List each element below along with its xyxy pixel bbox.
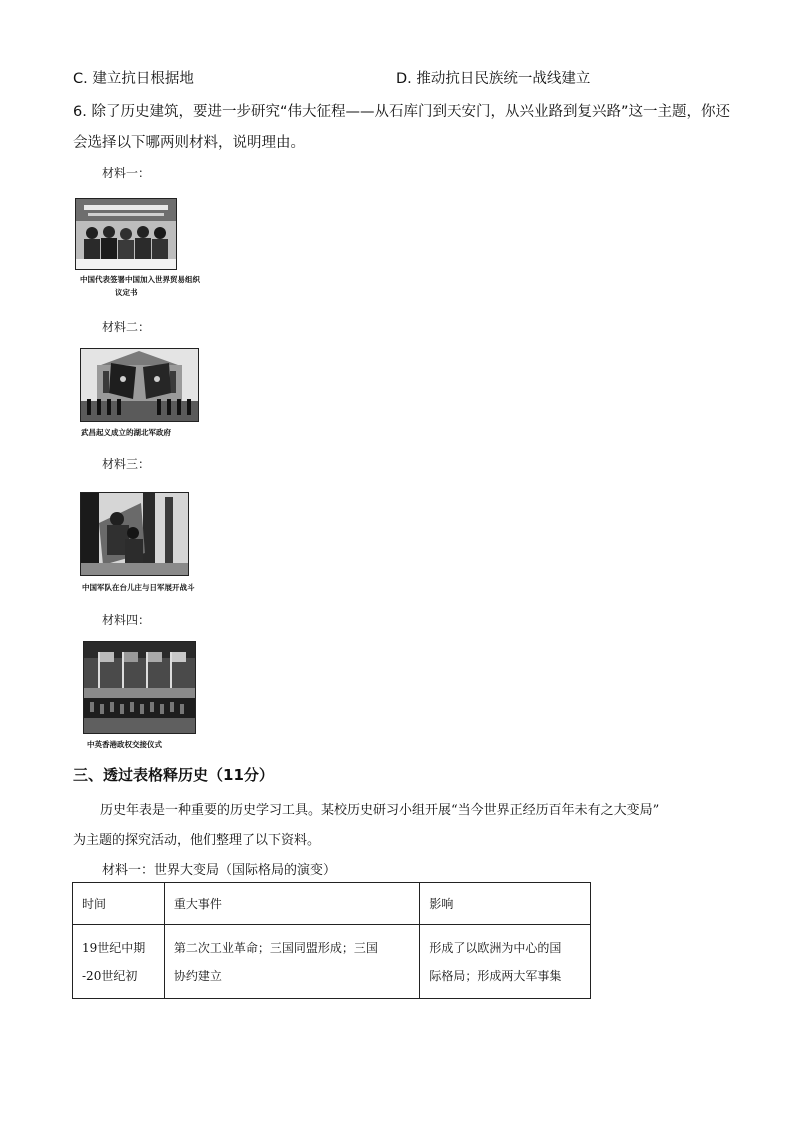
material-3-photo	[80, 492, 189, 576]
question-6-line-2: 会选择以下哪两则材料，说明理由。	[73, 135, 305, 151]
material-2-caption: 武昌起义成立的湖北军政府	[81, 428, 171, 437]
table-cell-event-line-1: 第二次工业革命；三国同盟形成；三国	[173, 940, 378, 955]
material-1-caption-line-2: 议定书	[115, 288, 138, 297]
section-3-title: 三、透过表格释历史（11分）	[73, 766, 274, 784]
material-2-photo	[80, 348, 199, 422]
material-1-label: 材料一：	[102, 166, 151, 180]
section-3-material-label: 材料一：世界大变局（国际格局的演变）	[102, 863, 337, 878]
table-cell-time-line-1: 19世纪中期	[82, 940, 146, 955]
table-cell-time-line-2: -20世纪初	[82, 968, 138, 983]
table-cell-event	[164, 925, 419, 999]
material-3-label: 材料三：	[102, 457, 151, 471]
material-3-caption: 中国军队在台儿庄与日军展开战斗	[82, 583, 195, 592]
table-cell-impact	[420, 925, 591, 999]
taierzhuang-battle-photo-icon	[81, 493, 188, 575]
section-3-intro-line-2: 为主题的探究活动，他们整理了以下资料。	[73, 833, 321, 848]
table-cell-impact-line-2: 际格局；形成两大军事集	[429, 968, 562, 983]
material-4-label: 材料四：	[102, 613, 151, 627]
material-1-photo	[75, 198, 177, 270]
material-4-caption: 中英香港政权交接仪式	[87, 740, 162, 749]
material-2-label: 材料二：	[102, 320, 151, 334]
table-header-time: 时间	[73, 883, 165, 925]
material-4-photo	[83, 641, 196, 734]
table-header-row	[73, 883, 591, 925]
option-d: D. 推动抗日民族统一战线建立	[396, 71, 591, 87]
material-1-caption-line-1: 中国代表签署中国加入世界贸易组织	[80, 275, 200, 284]
section-3-intro-line-1: 历史年表是一种重要的历史学习工具。某校历史研习小组开展“当今世界正经历百年未有之大变局”	[100, 803, 660, 818]
table-header-impact: 影响	[420, 883, 591, 925]
world-change-table	[72, 882, 591, 999]
hong-kong-handover-photo-icon	[84, 642, 195, 733]
option-c: C. 建立抗日根据地	[73, 71, 194, 87]
question-6-line-1: 6. 除了历史建筑，要进一步研究“伟大征程——从石库门到天安门，从兴业路到复兴路”这一主题，你还	[73, 104, 730, 120]
hubei-military-government-photo-icon	[81, 349, 198, 421]
table-cell-event-line-2: 协约建立	[173, 968, 222, 983]
table-cell-time	[73, 925, 165, 999]
table-row	[73, 925, 591, 999]
table-header-event: 重大事件	[164, 883, 419, 925]
table-cell-impact-line-1: 形成了以欧洲为中心的国	[429, 940, 562, 955]
wto-signing-photo-icon	[76, 199, 176, 269]
